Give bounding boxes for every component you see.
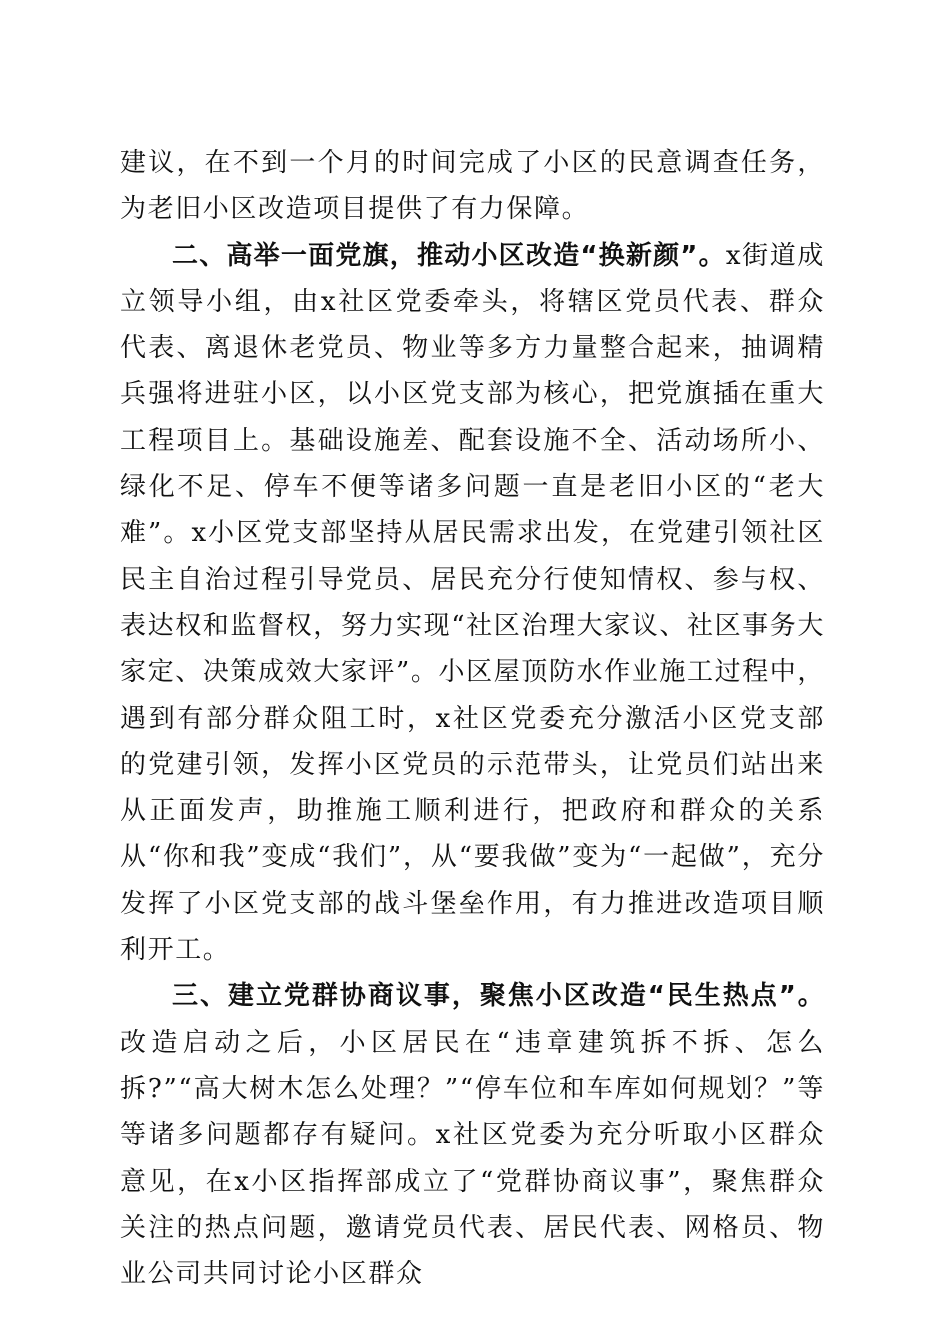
paragraph-section-three <box>120 973 825 1297</box>
paragraph-section-two <box>120 233 825 974</box>
section-heading: 三、建立党群协商议事，聚焦小区改造“民生热点”。 <box>172 981 825 1012</box>
paragraph-body: 建议，在不到一个月的时间完成了小区的民意调查任务，为老旧小区改造项目提供了有力保障。 <box>120 148 825 225</box>
section-heading: 二、高举一面党旗，推动小区改造“换新颜”。 <box>172 240 726 271</box>
paragraph-body: x街道成立领导小组，由x社区党委牵头，将辖区党员代表、群众代表、离退休老党员、物业等多方力量整合起来，抽调精兵强将进驻小区，以小区党支部为核心，把党旗插在重大工程项目上。基础设施差、配套设施不全、活动场所小、绿化不足、停车不便等诸多问题一直是老旧小区的“老大难”。x小区党支部坚持从居民需求出发，在党建引领社区民主自治过程引导党员、居民充分行使知情权、参与权、表达权和监督权，努力实现“社区治理大家议、社区事务大家定、决策成效大家评”。小区屋顶防水作业施工过程中，遇到有部分群众阻工时，x社区党委充分激活小区党支部的党建引领，发挥小区党员的示范带头，让党员们站出来从正面发声，助推施工顺利进行，把政府和群众的关系从“你和我”变成“我们”，从“要我做”变为“一起做”，充分发挥了小区党支部的战斗堡垒作用，有力推进改造项目顺利开工。 <box>120 240 825 966</box>
paragraph-continuation <box>120 140 825 233</box>
paragraph-body: 改造启动之后，小区居民在“违章建筑拆不拆、怎么拆?”“高大树木怎么处理？”“停车位和车库如何规划？”等等诸多问题都存有疑问。x社区党委为充分听取小区群众意见，在x小区指挥部成立了“党群协商议事”，聚焦群众关注的热点问题，邀请党员代表、居民代表、网格员、物业公司共同讨论小区群众 <box>120 1027 825 1290</box>
document-page <box>120 140 825 1297</box>
